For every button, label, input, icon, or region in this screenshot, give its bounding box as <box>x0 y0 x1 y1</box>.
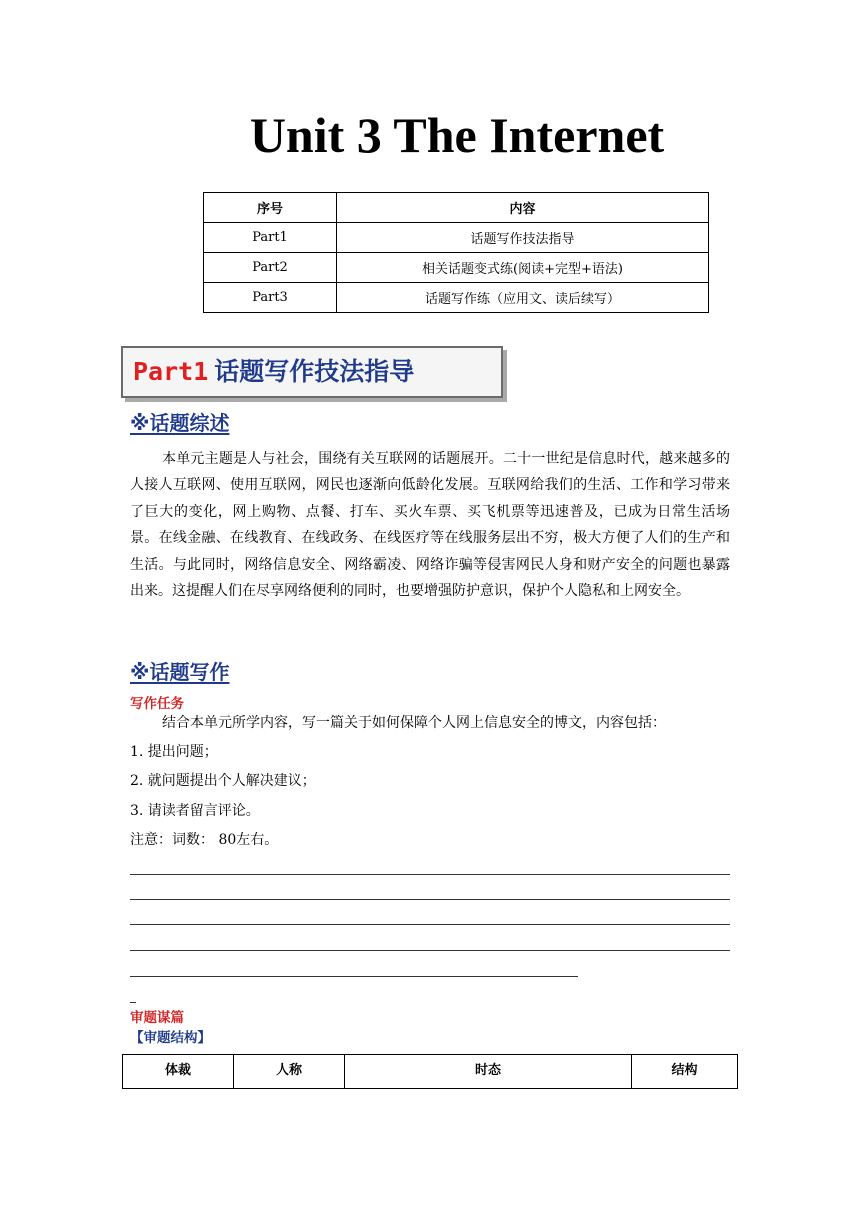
divider <box>130 1002 136 1003</box>
header-cell: 人称 <box>234 1055 345 1089</box>
table-header-row <box>123 1055 738 1089</box>
answer-line[interactable] <box>130 924 730 925</box>
word-count-note: 注意：词数： 80左右。 <box>130 832 279 848</box>
page-title: Unit 3 The Internet <box>249 107 665 163</box>
answer-line[interactable] <box>130 950 730 951</box>
answer-line[interactable] <box>130 976 578 977</box>
table-cell: 话题写作练（应用文、读后续写） <box>337 283 709 313</box>
task-item: 2. 就问题提出个人解决建议； <box>130 773 316 789</box>
table-cell: Part1 <box>204 223 337 253</box>
table-header-row <box>204 193 709 223</box>
task-label: 写作任务 <box>130 696 184 712</box>
part-banner <box>121 346 503 398</box>
overview-paragraph: 本单元主题是人与社会，围绕有关互联网的话题展开。二十一世纪是信息时代，越来越多的人接人互联网、使用互联网，网民也逐渐向低龄化发展。互联网给我们的生活、工作和学习带来了巨大的变化，网上购物、点餐、打车、买火车票、买飞机票等迅速普及，已成为日常生活场景。在线金融、在线教育、在线政务、在线医疗等在线服务层出不穷，极大方便了人们的生产和生活。与此同时，网络信息安全、网络霸凌、网络诈骗等侵害网民人身和财产安全的问题也暴露出来。这提醒人们在尽享网络便利的同时，也要增强防护意识，保护个人隐私和上网安全。 <box>130 451 730 600</box>
part-number: Part1 <box>133 357 209 386</box>
header-cell: 序号 <box>204 193 337 223</box>
answer-line[interactable] <box>130 899 730 900</box>
part-label: 话题写作技法指导 <box>214 357 415 386</box>
writing-heading: ※话题写作 <box>130 660 230 684</box>
answer-line[interactable] <box>130 874 730 875</box>
contents-table <box>203 192 709 313</box>
table-cell: 相关话题变式练(阅读+完型+语法) <box>337 253 709 283</box>
header-cell: 时态 <box>345 1055 632 1089</box>
overview-heading: ※话题综述 <box>130 411 230 435</box>
table-row <box>204 253 709 283</box>
structure-label: 【审题结构】 <box>130 1030 211 1046</box>
table-cell: Part3 <box>204 283 337 313</box>
analysis-label: 审题谋篇 <box>130 1010 184 1026</box>
header-cell: 体裁 <box>123 1055 234 1089</box>
table-cell: Part2 <box>204 253 337 283</box>
task-item: 3. 请读者留言评论。 <box>130 803 260 819</box>
header-cell: 内容 <box>337 193 709 223</box>
table-row <box>204 283 709 313</box>
table-row <box>204 223 709 253</box>
task-item: 1. 提出问题； <box>130 744 218 760</box>
task-text: 结合本单元所学内容，写一篇关于如何保障个人网上信息安全的博文，内容包括： <box>162 715 666 731</box>
table-cell: 话题写作技法指导 <box>337 223 709 253</box>
header-cell: 结构 <box>632 1055 738 1089</box>
structure-table <box>122 1054 738 1089</box>
